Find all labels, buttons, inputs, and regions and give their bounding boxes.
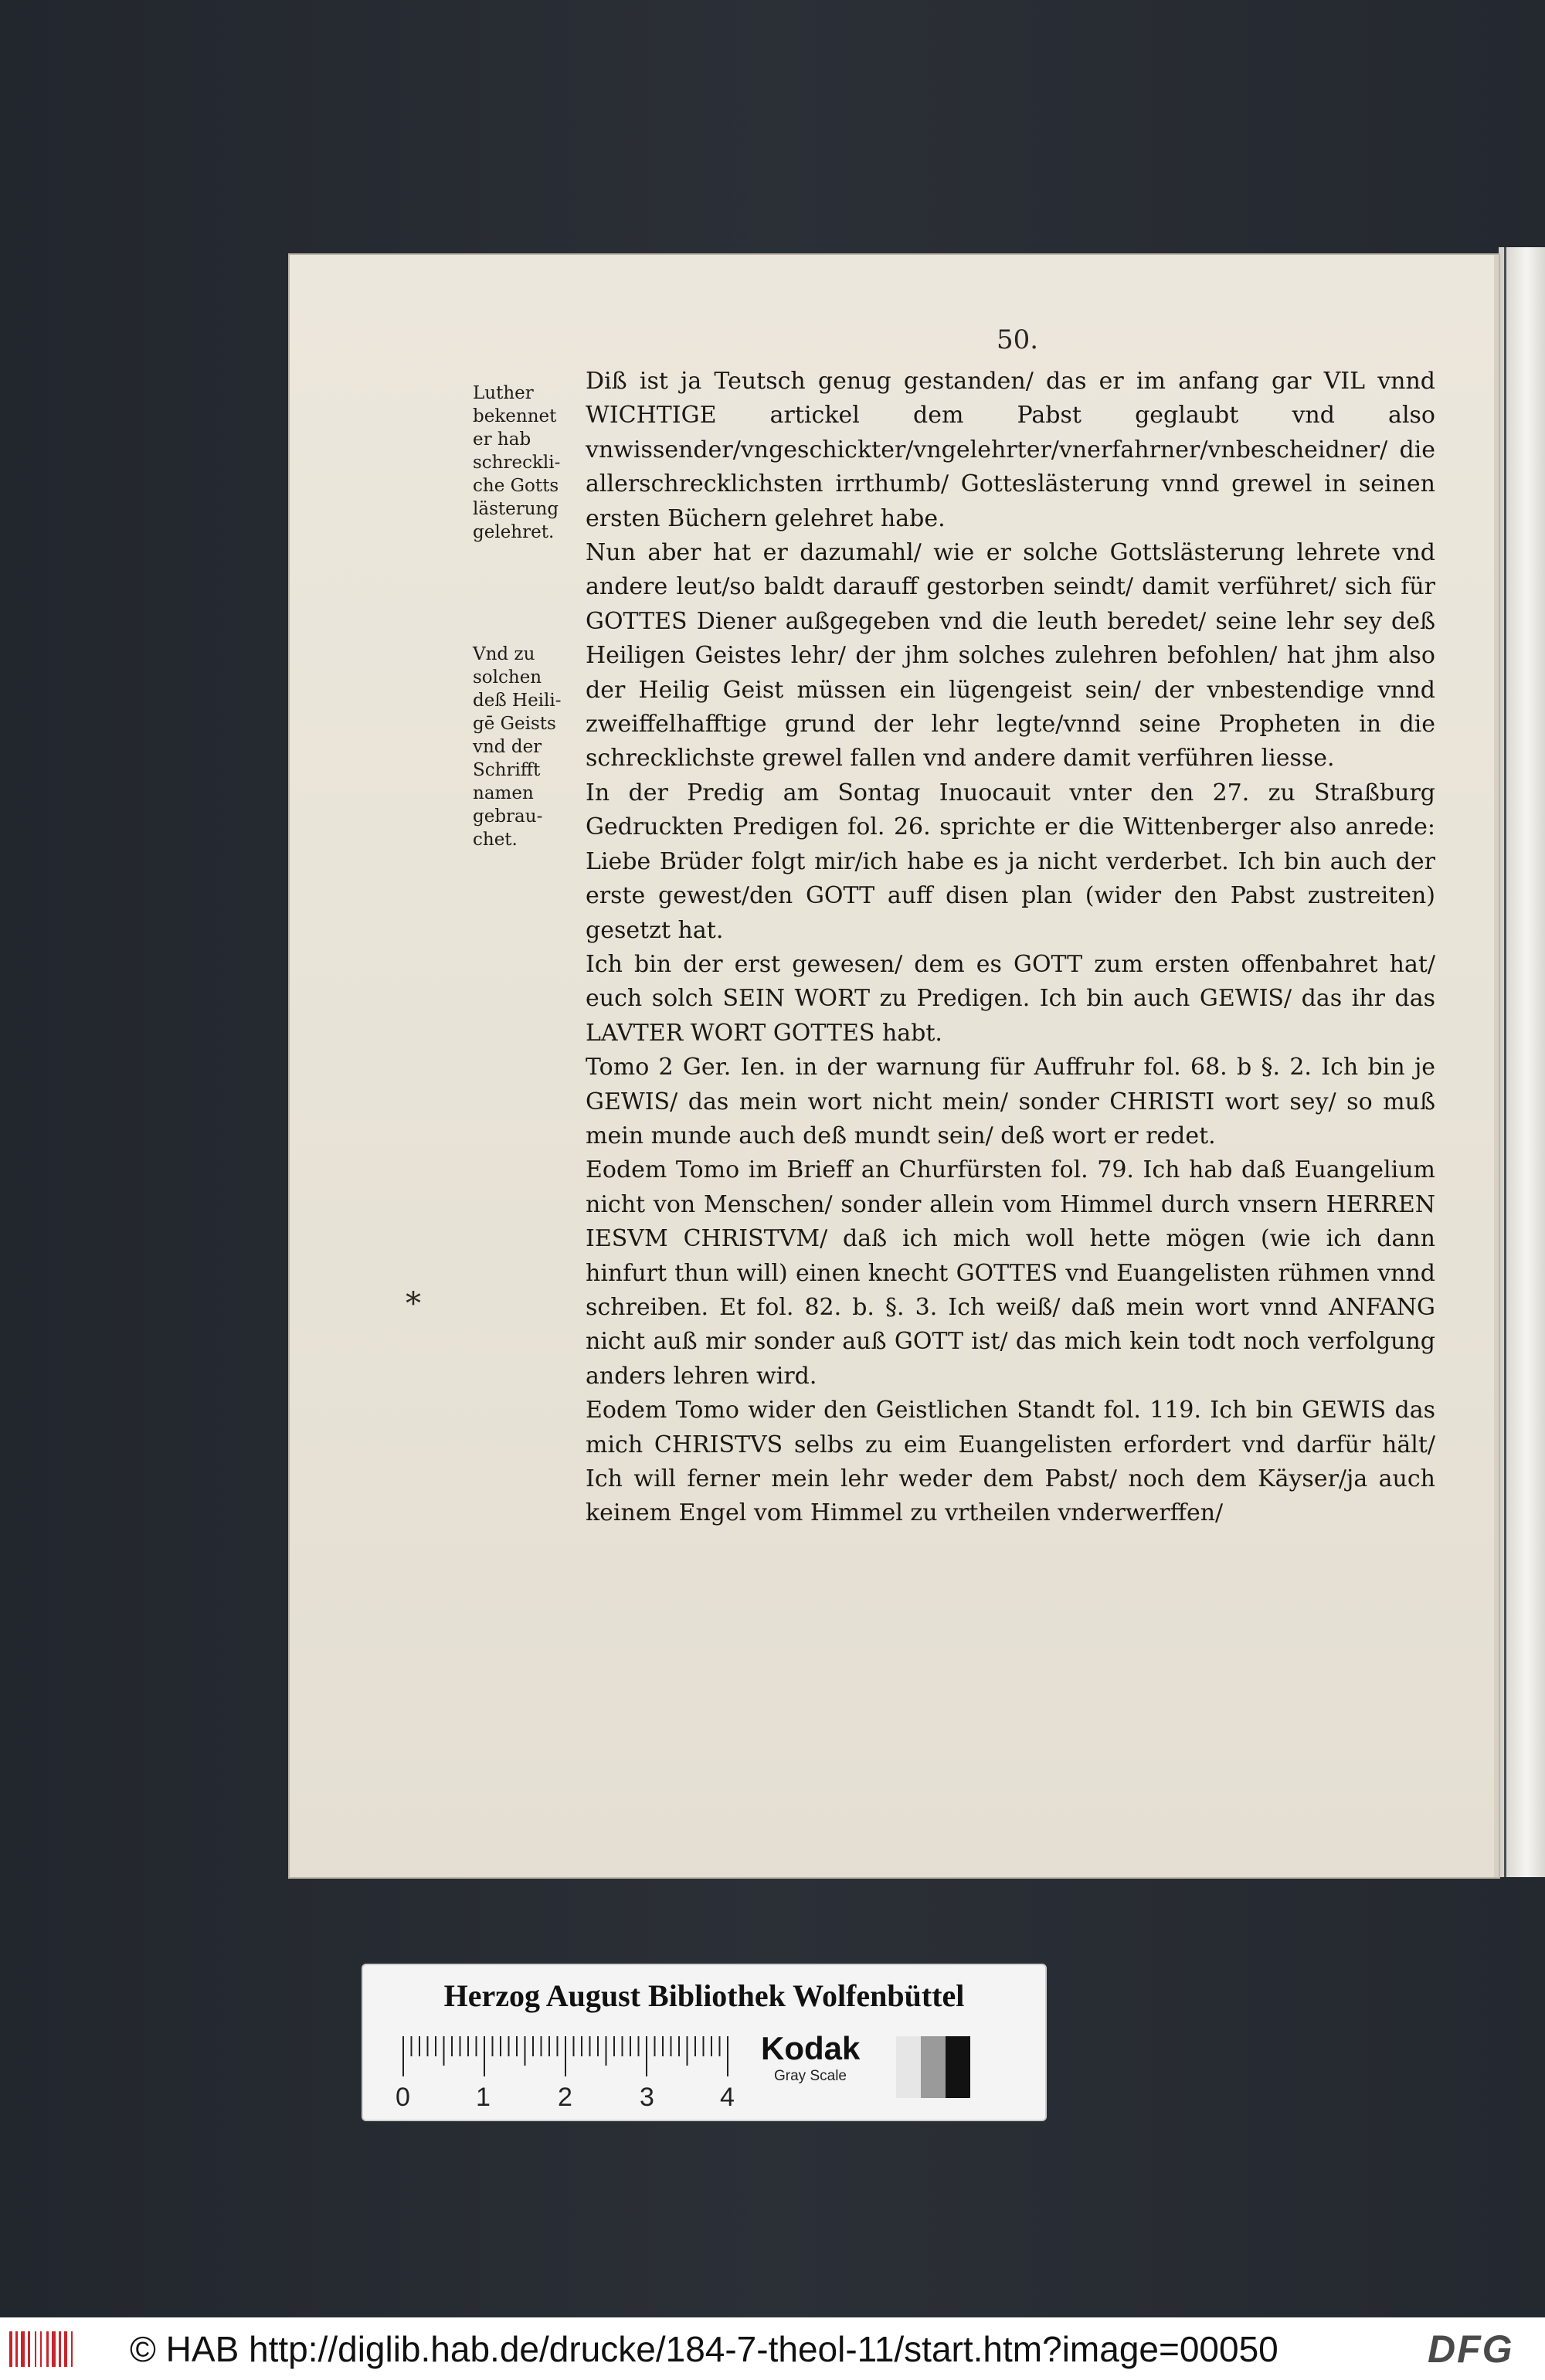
margin-gloss-2: Vnd zu solchen deß Heili- gē Geists vnd der Schrifft namen gebrau- chet.: [473, 644, 562, 850]
paragraph: Ich bin der erst gewesen/ dem es GOTT zum ersten offenbahret hat/ euch solch SEIN WORT zu Predigen. Ich bin auch GEWIS/ das ihr das LAVTER WORT GOTTES habt.: [586, 950, 1435, 1047]
barcode-stripe: [46, 2331, 49, 2367]
barcode-icon: [8, 2328, 124, 2370]
body-text: [586, 365, 1435, 1531]
scale-number: 4: [720, 2083, 735, 2110]
barcode-stripe: [59, 2331, 61, 2367]
scale-number: 3: [640, 2083, 654, 2110]
barcode-stripe: [52, 2331, 56, 2367]
barcode-stripe: [15, 2331, 18, 2367]
library-title: Herzog August Bibliothek Wolfenbüttel: [443, 1978, 965, 2013]
gray-patch-mid: [921, 2036, 946, 2098]
paragraph: Nun aber hat er dazumahl/ wie er solche Gottslästerung lehrete vnd andere leut/so baldt darauff gestorben seindt/ damit verführet/ sich für GOTTES Diener außgegeben vnd die leuth beredet/ seine lehr sey deß Heiligen Geistes lehr/ der jhm solches zulehren befohlen/ hat jhm also der Heilig Geist müssen ein lügengeist sein/ der vnbestendige vnnd zweiffelhafftige grund der lehr legte/vnnd seine Propheten in die schrecklichste grewel fallen vnd andere damit verführen liesse.: [586, 539, 1435, 772]
paragraph: Tomo 2 Ger. Ien. in der warnung für Auffruhr fol. 68. b §. 2. Ich bin je GEWIS/ das mein wort nicht mein/ sonder CHRISTI wort sey/ so muß mein munde auch deß mundt sein/ deß wort er redet.: [586, 1054, 1435, 1149]
paragraph: In der Predig am Sontag Inuocauit vnter den 27. zu Straßburg Gedruckten Predigen fol. 26. sprichte er die Wittenberger also anrede: Liebe Brüder folgt mir/ich habe es ja nicht verderbet. Ich bin auch der erste gewest/den GOTT auff disen plan (wider den Pabst zustreiten) gesetzt hat.: [586, 779, 1435, 944]
margin-asterisk: *: [406, 1286, 421, 1322]
kodak-logo: Kodak: [761, 2030, 861, 2066]
margin-gloss-1: Luther bekennet er hab schreckli- che Gotts lästerung gelehret.: [473, 383, 561, 542]
paragraph: Eodem Tomo im Brieff an Churfürsten fol. 79. Ich hab daß Euangelium nicht von Menschen/ sonder allein vom Himmel durch vnsern HERREN IESVM CHRISTVM/ daß ich mich woll hette mögen (wie ich dann hinfurt thun will) einen knecht GOTTES vnd Euangelisten rühmen vnnd schreiben. Et fol. 82. b. §. 3. Ich weiß/ daß mein wort vnnd ANFANG nicht auß mir sonder auß GOTT ist/ das mich kein todt noch verfolgung anders lehren wird.: [586, 1156, 1435, 1390]
scale-number: 1: [476, 2083, 491, 2110]
barcode-stripe: [28, 2331, 30, 2367]
barcode-stripe: [9, 2331, 12, 2367]
page-number: 50.: [997, 324, 1039, 355]
dfg-logo: DFG: [1428, 2327, 1514, 2371]
spine-edge: [1504, 247, 1506, 1877]
barcode-stripe: [40, 2331, 42, 2367]
barcode-stripe: [64, 2331, 67, 2367]
barcode-stripe: [35, 2331, 36, 2367]
gray-scale-label: Gray Scale: [774, 2068, 847, 2084]
ruler-scale: [396, 2033, 735, 2110]
barcode-stripe: [71, 2331, 73, 2367]
gray-patch-dark: [946, 2036, 970, 2098]
scale-number: 2: [558, 2083, 572, 2110]
color-calibration-bar: [362, 1964, 1047, 2121]
paragraph: Diß ist ja Teutsch genug gestanden/ das er im anfang gar VIL vnnd WICHTIGE artickel dem Pabst geglaubt vnd also vnwissender/vngeschickter/vngelehrter/vnerfahrner/vnbescheidner/ die allerschrecklichsten irrthumb/ Gotteslästerung vnnd grewel in seinen ersten Büchern gelehret habe.: [586, 368, 1435, 532]
scale-number: 0: [396, 2083, 410, 2110]
paragraph: Eodem Tomo wider den Geistlichen Standt fol. 119. Ich bin GEWIS das mich CHRISTVS selbs zu eim Euangelisten erfordert vnd darfür hält/ Ich will ferner mein lehr weder dem Pabst/ noch dem Käyser/ja auch keinem Engel vom Himmel zu vrtheilen vnderwerffen/: [586, 1397, 1435, 1527]
footer-bar: [0, 2317, 1545, 2380]
gray-patches: [896, 2036, 970, 2098]
footer-credit-link[interactable]: © HAB http://diglib.hab.de/drucke/184-7-theol-11/start.htm?image=00050: [130, 2329, 1278, 2369]
barcode-stripe: [21, 2331, 25, 2367]
gray-patch-light: [896, 2036, 921, 2098]
